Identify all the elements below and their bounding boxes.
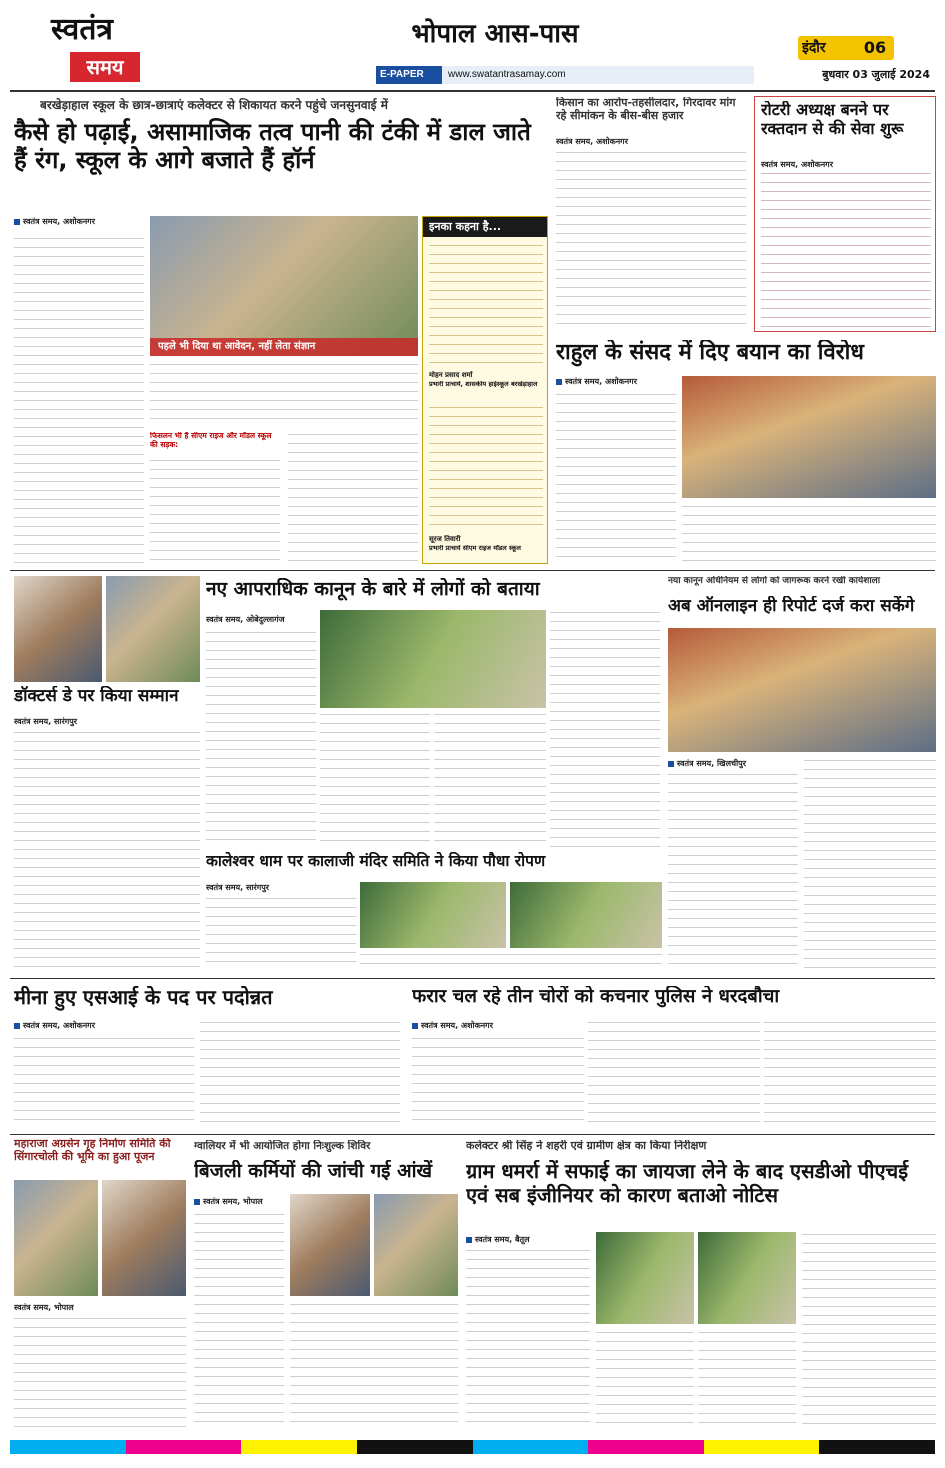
school-subhead: फिसलन भी है सीएम राइज और मॉडल स्कूल की सड़क: xyxy=(150,432,272,449)
kisan-byline xyxy=(556,136,746,148)
kaleshwar-photo-caption xyxy=(360,952,662,970)
meena-body-2 xyxy=(200,1020,400,1128)
page-number: 06 xyxy=(863,38,887,57)
section-title: भोपाल आस-पास xyxy=(411,19,579,49)
newlaws-byline-text: स्वतंत्र समय, ओबेदुल्लागंज xyxy=(206,615,285,624)
meena-headline: मीना हुए एसआई के पद पर पदोन्नत xyxy=(14,986,273,1009)
dharmari-body-3 xyxy=(698,1330,796,1428)
kisan-body xyxy=(556,150,746,332)
quote-sign-3: सूरज तिवारी xyxy=(429,535,461,543)
school-byline xyxy=(14,216,144,228)
doctors-headline: डॉक्टर्स डे पर किया सम्मान xyxy=(14,686,179,706)
online-headline: अब ऑनलाइन ही रिपोर्ट दर्ज करा सकेंगे xyxy=(668,596,915,616)
rotary-body xyxy=(761,171,931,327)
newlaws-photo xyxy=(320,610,546,708)
kaleshwar-photo-1 xyxy=(360,882,506,948)
eyecamp-body-2 xyxy=(290,1302,458,1428)
kisan-byline-text: स्वतंत्र समय, अशोकनगर xyxy=(556,137,628,146)
thieves-body-2 xyxy=(588,1020,760,1128)
quote-text-1 xyxy=(429,243,543,367)
kisan-kicker: किसान का आरोप-तहसीलदार, गिरदावर मांग रहे सीमांकन के बीस-बीस हजार xyxy=(556,97,736,122)
rotary-byline-text: स्वतंत्र समय, अशोकनगर xyxy=(761,160,833,169)
online-body-1 xyxy=(668,772,798,970)
eyecamp-kicker: ग्वालियर में भी आयोजित होगा निःशुल्क शिविर xyxy=(194,1140,371,1152)
agrasen-byline-text: स्वतंत्र समय, भोपाल xyxy=(14,1303,74,1312)
meena-byline xyxy=(14,1020,144,1032)
school-photo xyxy=(150,216,418,356)
school-quote-box xyxy=(422,216,548,564)
section-rule-2 xyxy=(10,978,935,979)
rotary-frame xyxy=(754,96,936,332)
rahul-body-2 xyxy=(682,504,936,564)
newlaws-byline xyxy=(206,614,316,626)
school-kicker: बरखेड़ाहाल स्कूल के छात्र-छात्राएं कलेक्टर से शिकायत करने पहुंचे जनसुनवाई में xyxy=(40,98,388,112)
logo-top-text: स्वतंत्र xyxy=(50,12,113,47)
section-rule-3 xyxy=(10,1134,935,1135)
eyecamp-byline-text: स्वतंत्र समय, भोपाल xyxy=(203,1197,263,1206)
newlaws-body-2 xyxy=(320,712,430,848)
kaleshwar-body xyxy=(206,896,356,970)
quote-sign-2: प्रभारी प्राचार्य, शासकीय हाईस्कूल बरखेड़ाहाल xyxy=(429,381,538,388)
school-body-col1 xyxy=(14,236,144,564)
agrasen-headline: महाराजा अग्रसेन गृह निर्माण समिति की सिंगारचोली की भूमि का हुआ पूजन xyxy=(14,1138,171,1163)
online-body-2 xyxy=(804,758,936,970)
newlaws-body-4 xyxy=(550,610,660,848)
newlaws-body-1 xyxy=(206,630,316,848)
epaper-bar xyxy=(376,66,754,84)
eyecamp-body-1 xyxy=(194,1212,284,1428)
quote-sign-4: प्रभारी प्राचार्य सीएम राइज मॉडल स्कूल xyxy=(429,545,521,552)
doctors-photo-2 xyxy=(106,576,200,682)
dharmari-body-1 xyxy=(466,1248,590,1428)
school-byline-text: स्वतंत्र समय, अशोकनगर xyxy=(23,217,95,226)
eyecamp-headline: बिजली कर्मियों की जांची गई आंखें xyxy=(194,1160,433,1182)
agrasen-byline xyxy=(14,1302,186,1314)
quote-title: इनका कहना है... xyxy=(429,220,502,233)
eyecamp-byline xyxy=(194,1196,284,1208)
dharmari-byline xyxy=(466,1234,590,1246)
dharmari-kicker: कलेक्टर श्री सिंह ने शहरी एवं ग्रामीण क्षेत्र का किया निरीक्षण xyxy=(466,1140,707,1152)
dharmari-photo-1 xyxy=(596,1232,694,1324)
issue-date: बुधवार 03 जुलाई 2024 xyxy=(822,68,930,81)
kaleshwar-headline: कालेश्वर धाम पर कालाजी मंदिर समिति ने किया पौधा रोपण xyxy=(206,852,546,870)
rahul-headline: राहुल के संसद में दिए बयान का विरोध xyxy=(556,340,864,365)
rahul-photo xyxy=(682,376,936,498)
school-body-mid xyxy=(150,362,418,422)
city-tag xyxy=(798,36,894,60)
thieves-byline-text: स्वतंत्र समय, अशोकनगर xyxy=(421,1021,493,1030)
school-photo-caption: पहले भी दिया था आवेदन, नहीं लेता संज्ञान xyxy=(158,341,316,352)
doctors-photo-1 xyxy=(14,576,102,682)
online-byline xyxy=(668,758,798,770)
dharmari-headline: ग्राम धमर्रा में सफाई का जायजा लेने के बाद एसडीओ पीएचई एवं सब इंजीनियर को कारण बताओ नोटिस xyxy=(466,1160,909,1207)
dharmari-body-4 xyxy=(802,1232,936,1428)
kaleshwar-photo-2 xyxy=(510,882,662,948)
city-name: इंदौर xyxy=(802,40,826,56)
logo-bottom-text: समय xyxy=(86,55,124,79)
quote-sign-1: मोहन प्रसाद शर्मा xyxy=(429,371,473,379)
kaleshwar-byline xyxy=(206,882,356,894)
eyecamp-photo-1 xyxy=(290,1194,370,1296)
doctors-body xyxy=(14,730,200,970)
print-colour-bar xyxy=(10,1440,935,1454)
online-byline-text: स्वतंत्र समय, खिलचीपुर xyxy=(677,759,746,768)
kaleshwar-byline-text: स्वतंत्र समय, सारंगपुर xyxy=(206,883,270,892)
meena-body-1 xyxy=(14,1036,194,1128)
epaper-label: E-PAPER xyxy=(380,69,424,80)
website-link[interactable]: www.swatantrasamay.com xyxy=(448,69,566,80)
quote-title-band xyxy=(423,217,548,237)
logo xyxy=(22,8,142,86)
masthead xyxy=(0,0,945,92)
dharmari-body-2 xyxy=(596,1330,694,1428)
thieves-byline xyxy=(412,1020,582,1032)
rotary-headline: रोटरी अध्यक्ष बनने पर रक्तदान से की सेवा शुरू xyxy=(761,101,904,138)
rahul-body xyxy=(556,392,676,564)
logo-bottom-band xyxy=(70,52,140,82)
thieves-headline: फरार चल रहे तीन चोरों को कचनार पुलिस ने धरदबौचा xyxy=(412,986,780,1007)
agrasen-photo-1 xyxy=(14,1180,98,1296)
doctors-byline-text: स्वतंत्र समय, सारंगपुर xyxy=(14,717,78,726)
dharmari-byline-text: स्वतंत्र समय, बैतूल xyxy=(475,1235,530,1244)
agrasen-photo-2 xyxy=(102,1180,186,1296)
rahul-byline xyxy=(556,376,676,388)
school-headline: कैसे हो पढ़ाई, असामाजिक तत्व पानी की टंकी में डाल जाते हैं रंग, स्कूल के आगे बजाते हैं हॉर्न xyxy=(14,118,531,175)
section-rule-1 xyxy=(10,570,935,571)
rotary-byline xyxy=(761,159,931,169)
online-kicker: नया कानून अधिनियम से लोगों को जागरूक करने रखी कार्यशाला xyxy=(668,576,881,586)
school-body-col3 xyxy=(288,432,418,564)
thieves-body-1 xyxy=(412,1036,584,1128)
newlaws-headline: नए आपराधिक कानून के बारे में लोगों को बताया xyxy=(206,578,540,600)
eyecamp-photo-2 xyxy=(374,1194,458,1296)
agrasen-body xyxy=(14,1316,186,1428)
dharmari-photo-2 xyxy=(698,1232,796,1324)
quote-text-2 xyxy=(429,405,543,531)
rahul-byline-text: स्वतंत्र समय, अशोकनगर xyxy=(565,377,637,386)
masthead-rule xyxy=(10,90,935,92)
thieves-body-3 xyxy=(764,1020,936,1128)
newlaws-body-3 xyxy=(434,712,546,848)
school-photo-caption-band xyxy=(150,338,418,356)
doctors-byline xyxy=(14,716,200,728)
online-photo xyxy=(668,628,936,752)
school-body-col2 xyxy=(150,458,280,564)
meena-byline-text: स्वतंत्र समय, अशोकनगर xyxy=(23,1021,95,1030)
